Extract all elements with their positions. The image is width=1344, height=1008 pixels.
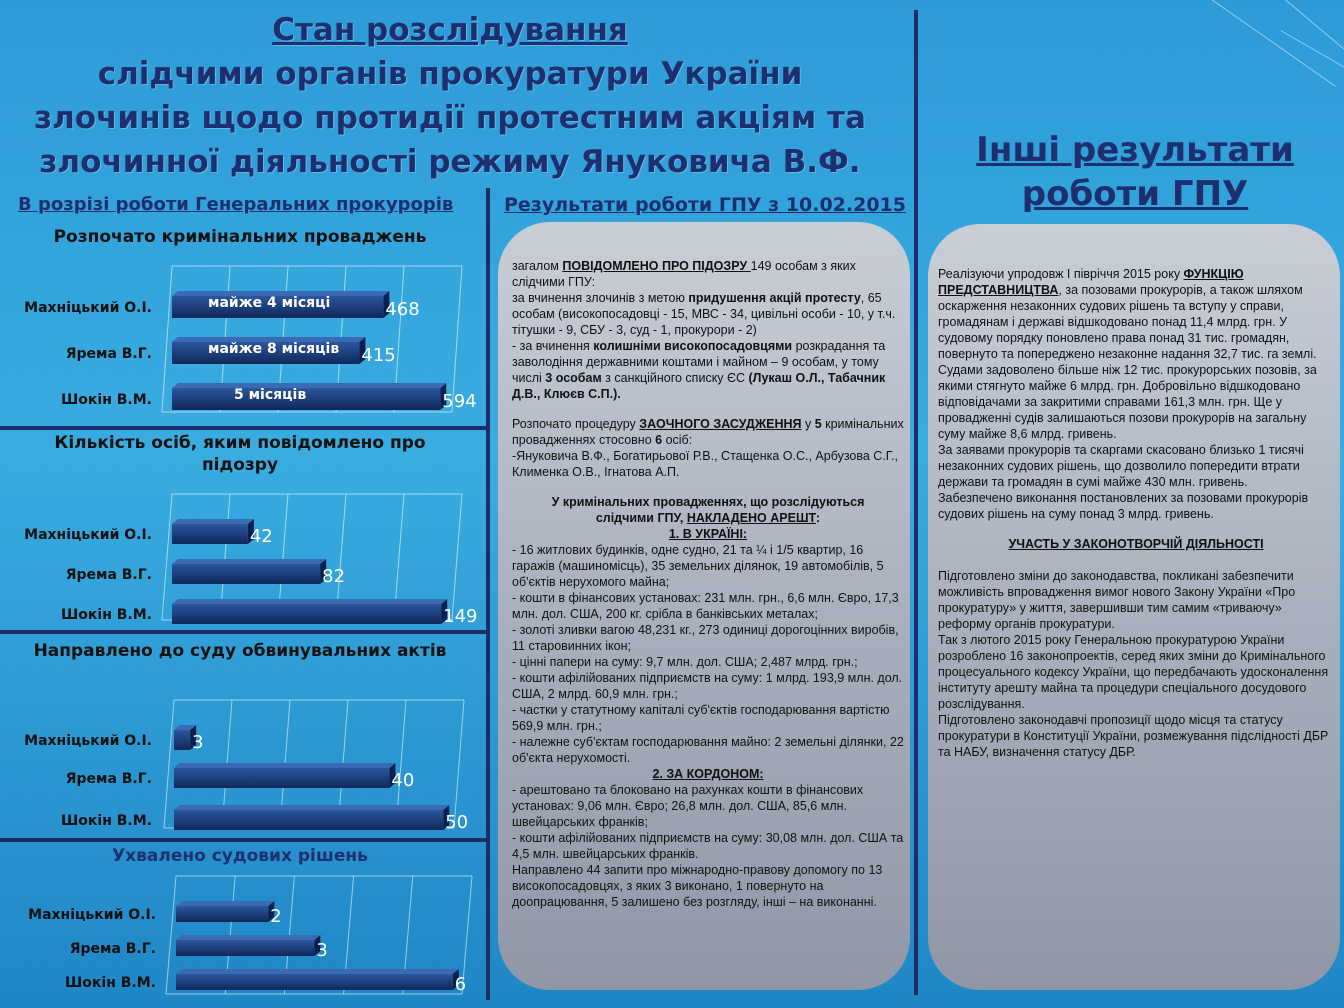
chart-3 — [0, 694, 486, 836]
text: Підготовлено законодавчі пропозиції щодо місця та статусу прокуратури в Конституції України, розмежування підслідності ДБР та НАБУ, визначення статусу ДБР. — [938, 713, 1329, 759]
chart-1-title: Розпочато кримінальних проваджень — [53, 227, 427, 247]
category-label: Ярема В.Г. — [69, 941, 156, 957]
text-emphasis: ПОВІДОМЛЕНО ПРО ПІДОЗРУ — [562, 259, 751, 273]
text-emphasis: 3 особам — [545, 371, 602, 385]
right-section-header — [930, 128, 1340, 216]
bar — [172, 524, 248, 544]
text: розкрадання та заволодіння державними коштами і майном – 9 особам, у тому числі — [512, 339, 886, 385]
text: з санкційного списку ЄС — [601, 371, 749, 385]
value-label: 50 — [445, 812, 469, 833]
text: , 65 особам (високопосадовці - 15, МВС - 34, цивільні особи - 10, у т.ч. тітушки - 9, СБУ - 3, суд - 1, прокурори - 2) — [512, 291, 896, 337]
text: , за позовами прокурорів, а також шляхом оскарження незаконних судових рішень та вступу у справи, громадянам і державі відшкодовано понад 11,4 млрд. грн. У судовому порядку поновлено права понад 31 тис. громадян, повернуто та попереджено незаконне надання 32,7 тис. га землі. Судами задоволено більше ніж 12 тис. прокурорських позовів, за якими стягнуто майже 6 млрд. грн. Добровільно відшкодовано відповідачами за закритими справами 161,3 млн. грн. Ще у провадженні судів залишаються позови прокурорів на загальну суму майже 8,6 млрд. гривень. — [938, 283, 1317, 441]
bar-top — [174, 805, 449, 810]
value-label: 82 — [322, 566, 346, 587]
chart-3-title: Направлено до суду обвинувальних актів — [33, 641, 447, 661]
vertical-divider-middle — [486, 188, 490, 1000]
grid-line — [452, 494, 462, 620]
bar-inner-label: 5 місяців — [234, 387, 307, 403]
text: - арештовано та блоковано на рахунках кошти в фінансових установах: 9,06 млн. Євро; 26,8 млн. дол. США, 85,6 млн. швейцарських франків; — [512, 783, 864, 829]
bar-top — [172, 559, 326, 564]
bar-top — [174, 763, 395, 768]
value-label: 40 — [391, 770, 415, 791]
category-label: Ярема В.Г. — [65, 771, 152, 787]
category-label: Шокін В.М. — [61, 607, 152, 623]
text-emphasis: 6 — [655, 433, 663, 447]
bar — [172, 564, 320, 584]
value-label: 415 — [361, 345, 396, 366]
value-label: 149 — [443, 606, 478, 627]
text-emphasis: (Лукаш О.Л., Табачник Д.В., Клюєв С.П.). — [512, 371, 886, 401]
value-label: 2 — [270, 906, 282, 927]
subheading: УЧАСТЬ У ЗАКОНОТВОРЧІЙ ДІЯЛЬНОСТІ — [1008, 537, 1264, 551]
category-label: Шокін В.М. — [61, 813, 152, 829]
bar — [176, 906, 268, 922]
text: Реалізуючи упродовж І півріччя 2015 року — [938, 267, 1184, 281]
grid-line — [166, 876, 176, 994]
bar-top — [176, 969, 459, 974]
horizontal-divider-3 — [0, 838, 486, 842]
text: кримінальних провадженнях стосовно — [512, 417, 904, 447]
category-label: Махніцький О.І. — [24, 300, 152, 316]
text: - кошти в фінансових установах: 231 млн. грн., 6,6 млн. Євро, 17,3 млн. дол. США, 200 кг. срібла в банківських металах; — [512, 591, 899, 621]
bar — [176, 974, 453, 990]
bar — [176, 940, 314, 956]
text-emphasis: ФУНКЦІЮ ПРЕДСТАВНИЦТВА — [938, 267, 1244, 297]
bar-inner-label: майже 8 місяців — [208, 341, 340, 357]
bar-inner-label: майже 4 місяці — [208, 295, 331, 311]
category-label: Ярема В.Г. — [65, 346, 152, 362]
subheading: 1. В УКРАЇНІ: — [668, 527, 748, 541]
horizontal-divider-2 — [0, 630, 486, 634]
title-line-3: злочинів щодо протидії протестним акціям та — [34, 100, 866, 136]
category-label: Махніцький О.І. — [24, 527, 152, 543]
value-label: 468 — [385, 299, 420, 320]
page-title — [0, 8, 900, 184]
title-line-2: слідчими органів прокуратури України — [97, 56, 803, 92]
value-label: 42 — [249, 526, 273, 547]
text: Підготовлено зміни до законодавства, покликані забезпечити можливість впровадження вимог нового Закону України «Про прокуратуру» у життя, завершивши тим самим «триваючу» реформу органів прокуратури. — [938, 569, 1296, 631]
text: Розпочато процедуру — [512, 417, 640, 431]
text-emphasis: НАКЛАДЕНО АРЕШТ — [686, 511, 816, 525]
text: - золоті зливки вагою 48,231 кг., 273 одиниці дорогоцінних виробів, 11 старовинних ікон; — [512, 623, 899, 653]
text: - 16 житлових будинків, одне судно, 21 та ¼ і 1/5 квартир, 16 гаражів (машиномісць), 35 земельних ділянок, 19 автомобілів, 5 об'єктів нерухомого майна; — [512, 543, 884, 589]
grid-line — [162, 266, 172, 412]
category-label: Махніцький О.І. — [24, 733, 152, 749]
category-label: Шокін В.М. — [65, 975, 156, 991]
chart-2-title: Кількість осіб, яким повідомлено про підозру — [54, 433, 426, 475]
value-label: 3 — [192, 732, 204, 753]
vertical-divider-right — [914, 10, 918, 995]
middle-results-text — [512, 258, 904, 910]
chart-4 — [0, 872, 486, 1002]
bar — [172, 604, 441, 624]
text: - належне суб'єктам господарювання майно: 2 земельні ділянки, 22 об'єкта нерухомості. — [512, 735, 904, 765]
bar-top — [172, 383, 446, 388]
text: - цінні папери на суму: 9,7 млн. дол. США; 2,487 млрд. грн.; — [512, 655, 858, 669]
bar-top — [172, 519, 254, 524]
right-results-text — [938, 266, 1334, 760]
text: За заявами прокурорів та скаргами скасовано близько 1 тисячі незаконних судових рішень, що дозволило попередити втрати держави та громадян в сумі майже 430 млн. гривень. — [938, 443, 1304, 489]
bar-top — [176, 901, 274, 906]
text: 149 особам з яких слідчими ГПУ: — [512, 259, 856, 289]
category-label: Махніцький О.І. — [28, 907, 156, 923]
value-label: 594 — [442, 391, 477, 412]
chart-2 — [0, 488, 486, 628]
text: - кошти афілійованих підприємств на суму: 1 млрд. 193,9 млн. дол. США, 2 млрд. 60,9 млн. грн.; — [512, 671, 903, 701]
text-emphasis: ЗАОЧНОГО ЗАСУДЖЕННЯ — [639, 417, 802, 431]
left-section-header: В розрізі роботи Генеральних прокурорів — [18, 194, 454, 215]
text: Так з лютого 2015 року Генеральною прокуратурою України розроблено 16 законопроектів, серед яких зміни до Кримінального процесуального кодексу України, що передбачають удосконалення інституту арешту майна та процедури спеціального досудового розслідування. — [938, 633, 1329, 711]
grid-line — [162, 494, 172, 620]
horizontal-divider-1 — [0, 426, 486, 430]
text: У кримінальних провадженнях, що розслідуються слідчими ГПУ, — [551, 495, 865, 525]
title-line-1: Стан розслідування — [272, 12, 628, 48]
text: -Януковича В.Ф., Богатирьової Р.В., Стащенка О.С., Арбузова С.Г., Клименка О.В., Ігнатова А.П. — [512, 449, 898, 479]
bar-top — [172, 599, 447, 604]
subheading: 2. ЗА КОРДОНОМ: — [652, 767, 764, 781]
text: загалом — [512, 259, 563, 273]
right-header-line-1: Інші результати — [976, 130, 1294, 170]
grid-line — [164, 700, 174, 828]
bar — [174, 730, 190, 750]
bar-top — [176, 935, 320, 940]
right-header-line-2: роботи ГПУ — [1021, 174, 1249, 214]
text: - за вчинення — [512, 339, 594, 353]
text-emphasis: колишніми високопосадовцями — [593, 339, 793, 353]
text: - кошти афілійованих підприємств на суму: 30,08 млн. дол. США та 4,5 млн. швейцарських франків. — [512, 831, 904, 861]
grid-line — [454, 700, 464, 828]
text: за вчинення злочинів з метою — [512, 291, 689, 305]
text-emphasis: 5 — [814, 417, 822, 431]
text: : — [816, 511, 821, 525]
category-label: Шокін В.М. — [61, 392, 152, 408]
value-label: 3 — [316, 940, 328, 961]
category-label: Ярема В.Г. — [65, 567, 152, 583]
text: у — [801, 417, 815, 431]
text-emphasis: придушення акцій протесту — [688, 291, 861, 305]
bar — [174, 768, 389, 788]
chart-1 — [0, 258, 486, 423]
text: Направлено 44 запити про міжнародно-правову допомогу по 13 високопосадовцях, з яких 3 виконано, 1 повернуто на доопрацювання, 5 залишено без розгляду, інші – на виконанні. — [512, 863, 883, 909]
decorative-line — [1204, 0, 1336, 87]
title-line-4: злочинної діяльності режиму Януковича В.Ф. — [39, 144, 861, 180]
text: осіб: — [662, 433, 693, 447]
chart-4-title: Ухвалено судових рішень — [112, 846, 368, 866]
bar — [174, 810, 443, 830]
text: Забезпечено виконання постановлених за позовами прокурорів судових рішень на суму понад 3 млрд. гривень. — [938, 491, 1309, 521]
text: - частки у статутному капіталі суб'єктів господарювання вартістю 569,9 млн. грн.; — [512, 703, 890, 733]
value-label: 6 — [454, 974, 467, 995]
middle-section-header: Результати роботи ГПУ з 10.02.2015 — [504, 194, 906, 216]
